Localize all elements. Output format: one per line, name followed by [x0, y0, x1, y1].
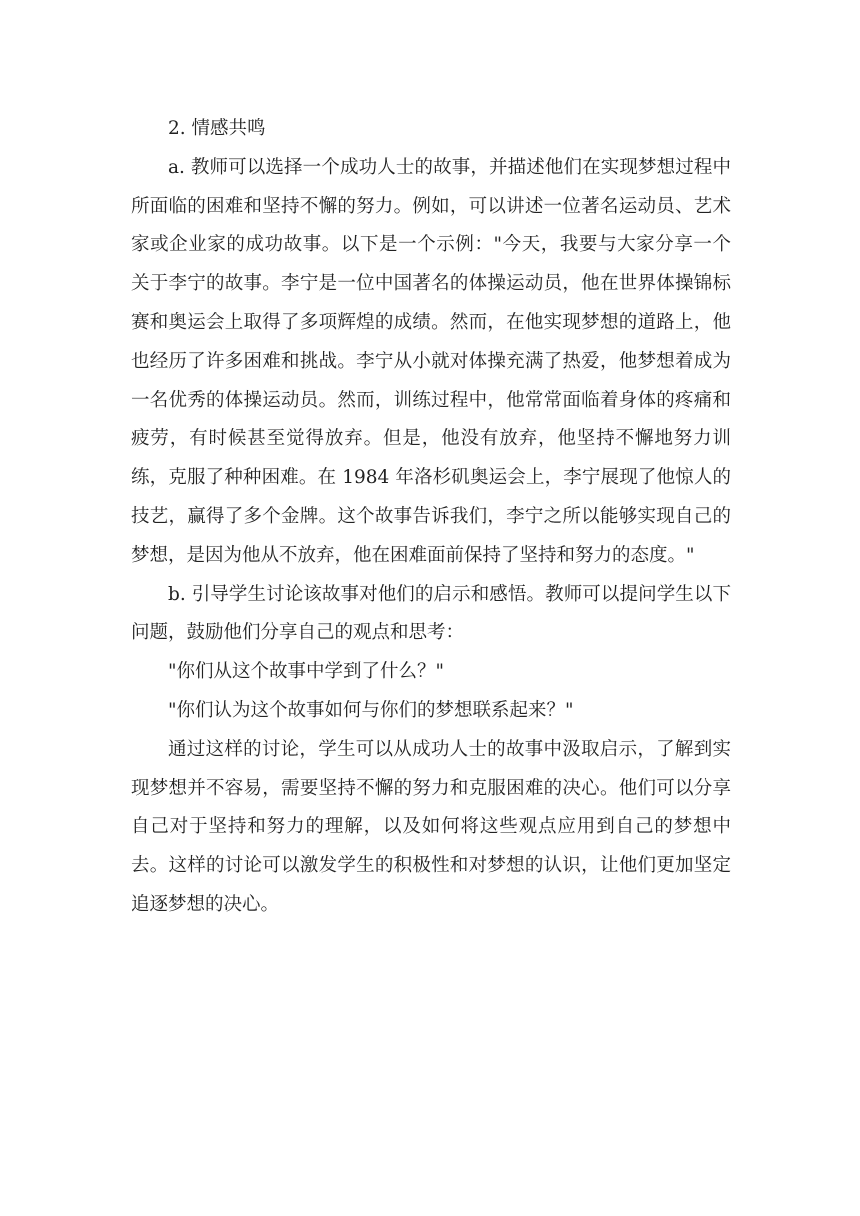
paragraph-discussion: b. 引导学生讨论该故事对他们的启示和感悟。教师可以提问学生以下问题，鼓励他们分享自己的观点和思考： — [131, 583, 731, 644]
section-heading: 2. 情感共鸣 — [168, 118, 266, 139]
question-two: "你们认为这个故事如何与你们的梦想联系起来？" — [168, 699, 574, 721]
document-body — [131, 110, 731, 925]
question-one: "你们从这个故事中学到了什么？" — [168, 661, 445, 683]
paragraph-conclusion: 通过这样的讨论，学生可以从成功人士的故事中汲取启示，了解到实现梦想并不容易，需要坚持不懈的努力和克服困难的决心。他们可以分享自己对于坚持和努力的理解，以及如何将这些观点应用到自己的梦想中去。这样的讨论可以激发学生的积极性和对梦想的认识，让他们更加坚定追逐梦想的决心。 — [131, 738, 731, 915]
paragraph-story: a. 教师可以选择一个成功人士的故事，并描述他们在实现梦想过程中所面临的困难和坚持不懈的努力。例如，可以讲述一位著名运动员、艺术家或企业家的成功故事。以下是一个示例："今天，我要与大家分享一个关于李宁的故事。李宁是一位中国著名的体操运动员，他在世界体操锦标赛和奥运会上取得了多项辉煌的成绩。然而，在他实现梦想的道路上，他也经历了许多困难和挑战。李宁从小就对体操充满了热爱，他梦想着成为一名优秀的体操运动员。然而，训练过程中，他常常面临着身体的疼痛和疲劳，有时候甚至觉得放弃。但是，他没有放弃，他坚持不懈地努力训练，克服了种种困难。在 1984 年洛杉矶奥运会上，李宁展现了他惊人的技艺，赢得了多个金牌。这个故事告诉我们，李宁之所以能够实现自己的梦想，是因为他从不放弃，他在困难面前保持了坚持和努力的态度。" — [131, 156, 731, 566]
